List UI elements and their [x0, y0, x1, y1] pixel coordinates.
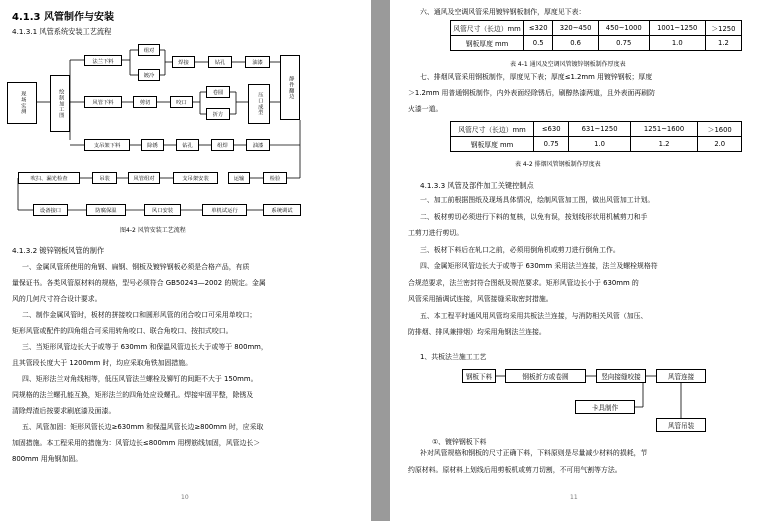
table-cell: 0.6 [553, 36, 598, 51]
flow-box-press: 压口成型 [248, 84, 270, 124]
table-cell: 1.2 [630, 137, 698, 152]
table-cell: 0.5 [524, 36, 553, 51]
paragraph-line: 防排烟、排风兼排烟）均采用角钢法兰连接。 [408, 328, 546, 336]
section-7-line: 火漆一道。 [408, 105, 443, 113]
flow-box-r5-0: 设备接口 [33, 204, 68, 216]
paragraph-line: 合规范要求，法兰密封符合图纸及规范要求。矩形风管边长小于 630mm 的 [408, 279, 639, 287]
section-7-line: ＞1.2mm 用普通钢板制作，内外表面经除锈后，刷醇热漆两道，且外表面再刷防 [408, 89, 656, 97]
flow-2-box: 风管连接 [656, 369, 706, 383]
flow-box-r4-1: 吊装 [92, 172, 117, 184]
table-cell: 450~1000 [598, 21, 649, 36]
table-cell: 风管尺寸（长边）mm [451, 21, 524, 36]
flow-2-box: 竖向接缝咬接 [596, 369, 646, 383]
subheading-fabrication: 4.1.3.2 镀锌钢板风管的制作 [12, 246, 105, 255]
flow-box-r3-2: 钻孔 [176, 139, 199, 151]
flow-box-r2-roll: 卷圆 [206, 86, 230, 98]
paragraph-line: 且其管段长度大于 1200mm 时，均应采取角铁加固措施。 [12, 359, 193, 367]
table-cell: 风管尺寸（长边）mm [451, 122, 534, 137]
paragraph-line: 风的几何尺寸符合设计要求。 [12, 295, 102, 303]
paragraph-line: 一、加工前根据图纸及现场具体情况，绘制风管加工图，做出风管加工计划。 [420, 196, 655, 204]
flow-2-box: 卡具制作 [575, 400, 635, 414]
table-cell: ≤630 [534, 122, 569, 137]
heading-key-control: 4.1.3.3 风管及部件加工关键控制点 [420, 181, 534, 190]
page-number: 10 [181, 494, 189, 501]
table-cell: ≤320 [524, 21, 553, 36]
flow-box-r5-2: 风口安装 [144, 204, 181, 216]
table-cell: 0.75 [534, 137, 569, 152]
paragraph-line: 加固措施。本工程采用的措施为：风管边长≤800mm 用楞筋线加固，风管边长＞ [12, 439, 261, 447]
flow-2-box: 钢板折方或卷圆 [505, 369, 586, 383]
paragraph-line: 工剪刀进行剪切。 [408, 229, 464, 237]
paragraph-line: 同规格的法兰螺孔能互换，矩形法兰的四角处应设螺孔。焊接牢固平整，除锈及 [12, 391, 254, 399]
flow-box-r4-3: 支吊架安装 [173, 172, 218, 184]
item-1-heading: ①、镀锌钢板下料 [432, 438, 487, 446]
table-cell: 1.0 [569, 137, 630, 152]
flow-box-r3-1: 除锈 [141, 139, 164, 151]
flow-box-r5-3: 单机试运行 [202, 204, 247, 216]
table-cell: 320~450 [553, 21, 598, 36]
figure-caption: 图4-2 风管安装工艺流程 [120, 227, 186, 234]
table-cell: 钢板厚度 mm [451, 137, 534, 152]
flow-box-r5-1: 防腐保温 [86, 204, 126, 216]
paragraph-line: 四、矩形法兰对角线相等，低压风管法兰螺栓及铆钉的间距不大于 150mm。 [22, 375, 258, 383]
paragraph-line: 风管采用插调试连接，风管接缝采取密封措施。 [408, 295, 553, 303]
flow-box-r4-2: 风管组对 [128, 172, 160, 184]
paragraph-line: 矩形风管或配件的四角组合可采用转角咬口、联合角咬口、按扣式咬口。 [12, 327, 233, 335]
paragraph-line: 二、板材剪切必须进行下料的复核，以免有误，按划线形状用机械剪刀和手 [420, 213, 648, 221]
page-number: 11 [570, 494, 578, 501]
table-cell: 钢板厚度 mm [451, 36, 524, 51]
flow-box-r2-fold: 折方 [206, 108, 230, 120]
paragraph-line: 三、板材下料后在轧口之前，必须用倒角机或剪刀进行倒角工作。 [420, 246, 620, 254]
paragraph-line: 二、制作金属风管时，板材的拼接咬口和圆形风管的闭合咬口可采用单咬口； [22, 311, 257, 319]
right-page [390, 0, 760, 521]
paragraph-line: 五、本工程平时通风用风管均采用共板法兰连接，与消防相关风管（加压、 [420, 312, 648, 320]
paragraph-line: 五、风管加固：矩形风管长边≥630mm 和保温风管长边≥800mm 时，应采取 [22, 423, 264, 431]
flow-box-r4-0: 吹扫、漏光检查 [18, 172, 80, 184]
section-heading: 4.1.3 风管制作与安装 [12, 12, 114, 23]
flow-box-r3-3: 组焊 [211, 139, 234, 151]
flow-2-box: 钢板下料 [462, 369, 496, 383]
table-cell: 0.75 [598, 36, 649, 51]
flow-box-r1-3: 钻孔 [208, 56, 232, 68]
table-cell: 1.2 [705, 36, 741, 51]
flow-box-inspect: 静件翻边 [280, 55, 300, 120]
flow-box-r2-1: 剪切 [133, 96, 157, 108]
flow-2-box: 风管吊装 [656, 418, 706, 432]
flow-box-r1-plating: 镀冷 [138, 69, 160, 81]
paragraph-line: 补对风管规格和钢板的尺寸正确下料，下料原则是尽量减少材料的损耗，节 [420, 449, 648, 457]
flow-box-r4-4: 运输 [228, 172, 250, 184]
table-cell: 1251~1600 [630, 122, 698, 137]
paragraph-line: 四、金属矩形风管边长大于或等于 630mm 采用法兰连接，法兰及螺栓规格符 [420, 262, 658, 270]
paragraph-line: 三、当矩形风管边长大于或等于 630mm 和保温风管边长大于或等于 800mm， [22, 343, 268, 351]
flow-box-r4-5: 检验 [263, 172, 287, 184]
table-cell: ＞1600 [698, 122, 742, 137]
flow-box-r1-0: 法兰下料 [84, 55, 122, 66]
table-1-caption: 表 4-1 通风及空调风管镀锌钢板制作厚度表 [510, 61, 626, 68]
flow-box-drawing: 绘制加工图 [50, 75, 70, 132]
flow-box-start: 现场实测 [7, 82, 37, 124]
flow-box-r2-2: 咬口 [170, 96, 193, 108]
paragraph-line: 清除焊渣后按要求刷底漆及面漆。 [12, 407, 116, 415]
paragraph-line: 量保证书。各类风管原材料的规格，型号必须符合 GB50243—2002 的规定。金属 [12, 279, 266, 287]
table-cell: 2.0 [698, 137, 742, 152]
flow-box-r1-2: 焊接 [172, 56, 195, 68]
subheading-flow: 4.1.3.1 风管系统安装工艺流程 [12, 27, 112, 36]
table-cell: 1.0 [649, 36, 705, 51]
table-cell: 631~1250 [569, 122, 630, 137]
flow-box-r3-4: 油漆 [246, 139, 270, 151]
flow-box-r2-0: 风管下料 [84, 96, 122, 108]
left-page [0, 0, 371, 521]
table-cell: 1001~1250 [649, 21, 705, 36]
paragraph-line: 一、金属风管所使用的角钢、扁钢、钢板及镀锌钢板必须是合格产品，有质 [22, 263, 250, 271]
flow-box-r3-0: 支吊架下料 [84, 139, 130, 151]
flow-2-title: 1、共板法兰施工工艺 [420, 353, 487, 361]
flow-box-r1-4: 油漆 [245, 56, 270, 68]
section-6-text: 六、通风及空调风管采用镀锌钢板制作，厚度见下表： [420, 8, 586, 16]
section-7-line: 七、排烟风管采用钢板制作，厚度见下表；厚度≤1.2mm 用镀锌钢板；厚度 [420, 73, 653, 81]
flow-box-r1-1: 组对 [138, 44, 160, 56]
paragraph-line: 800mm 用角钢加固。 [12, 455, 83, 463]
table-cell: ＞1250 [705, 21, 741, 36]
table-2-caption: 表 4-2 排烟风管钢板制作厚度表 [515, 161, 601, 168]
flow-box-r5-4: 系统调试 [263, 204, 301, 216]
paragraph-line: 约原材料。原材料上划线后用剪板机或剪刀切割，不可用气割等方法。 [408, 466, 622, 474]
